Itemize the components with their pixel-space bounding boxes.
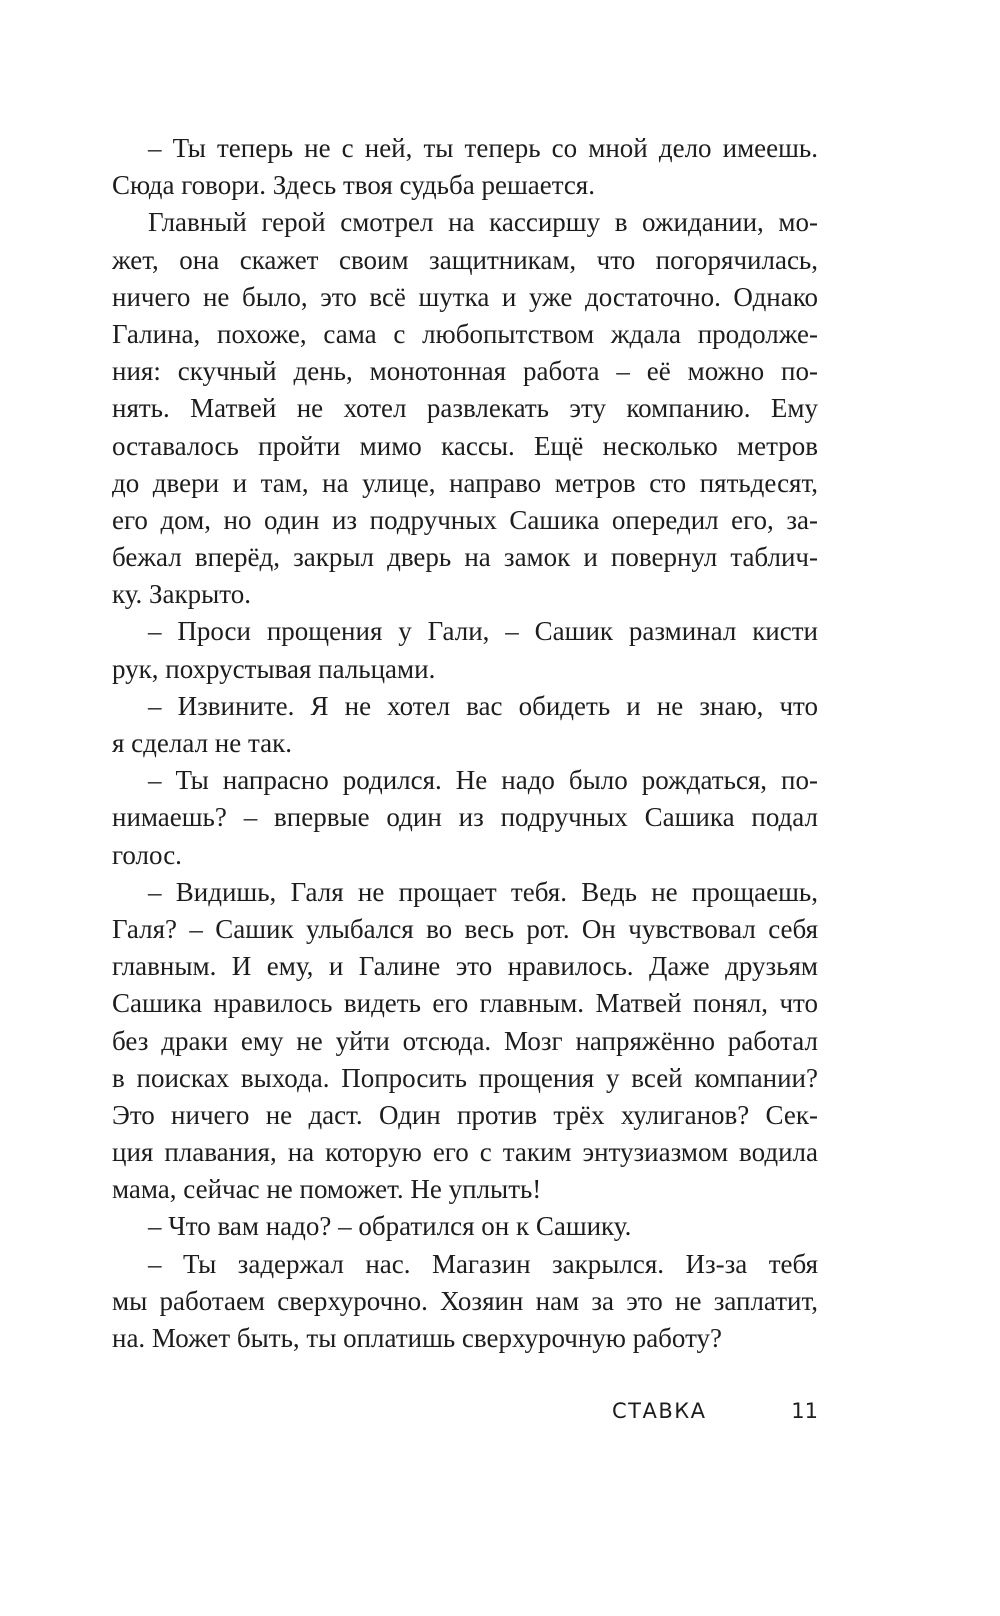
text-line: Галина, похоже, сама с любопытством ждала продолже- [112, 318, 818, 349]
text-line: бежал вперёд, закрыл дверь на замок и повернул таблич- [112, 542, 818, 573]
page-number: 11 [791, 1399, 818, 1423]
text-line: главным. И ему, и Галине это нравилось. Даже друзьям [112, 951, 818, 982]
body-text [112, 130, 818, 1357]
text-line: ку. Закрыто. [112, 579, 251, 610]
text-line: оставалось пройти мимо кассы. Ещё несколько метров [112, 430, 818, 461]
text-line: в поисках выхода. Попросить прощения у всей компании? [112, 1062, 818, 1093]
text-line: – Извините. Я не хотел вас обидеть и не знаю, что [148, 690, 818, 721]
text-line: ция плавания, на которую его с таким энтузиазмом водила [112, 1137, 818, 1168]
text-line: Галя? – Сашик улыбался во весь рот. Он чувствовал себя [112, 913, 818, 944]
running-title: СТАВКА [612, 1399, 707, 1423]
text-line: нять. Матвей не хотел развлекать эту компанию. Ему [112, 393, 818, 424]
text-line: – Что вам надо? – обратился он к Сашику. [148, 1211, 632, 1242]
text-line: Это ничего не даст. Один против трёх хулиганов? Сек- [112, 1099, 818, 1130]
text-line: ния: скучный день, монотонная работа – её можно по- [112, 356, 818, 387]
text-line: жет, она скажет своим защитникам, что погорячилась, [112, 244, 818, 275]
text-line: Главный герой смотрел на кассиршу в ожидании, мо- [148, 207, 818, 238]
text-line: без драки ему не уйти отсюда. Мозг напряжённо работал [112, 1025, 818, 1056]
text-line: – Проси прощения у Гали, – Сашик разминал кисти [148, 616, 818, 647]
text-line: ничего не было, это всё шутка и уже достаточно. Однако [112, 281, 818, 312]
text-line: его дом, но один из подручных Сашика опередил его, за- [112, 504, 818, 535]
text-line: нимаешь? – впервые один из подручных Сашика подал [112, 802, 818, 833]
text-line: мама, сейчас не поможет. Не уплыть! [112, 1174, 542, 1205]
text-line: до двери и там, на улице, направо метров сто пятьдесят, [112, 467, 818, 498]
text-line: – Ты напрасно родился. Не надо было рождаться, по- [148, 765, 818, 796]
text-line: я сделал не так. [112, 728, 292, 758]
text-line: – Видишь, Галя не прощает тебя. Ведь не прощаешь, [148, 876, 818, 907]
text-line: Сюда говори. Здесь твоя судьба решается. [112, 170, 595, 201]
text-line: Сашика нравилось видеть его главным. Матвей понял, что [112, 988, 818, 1019]
text-line: голос. [112, 839, 182, 870]
text-line: на. Может быть, ты оплатишь сверхурочную работу? [112, 1323, 722, 1353]
text-line: мы работаем сверхурочно. Хозяин нам за это не заплатит, [112, 1285, 818, 1316]
text-line: рук, похрустывая пальцами. [112, 653, 436, 684]
text-line: – Ты задержал нас. Магазин закрылся. Из-за тебя [148, 1248, 818, 1279]
text-line: – Ты теперь не с ней, ты теперь со мной дело имеешь. [148, 133, 818, 163]
